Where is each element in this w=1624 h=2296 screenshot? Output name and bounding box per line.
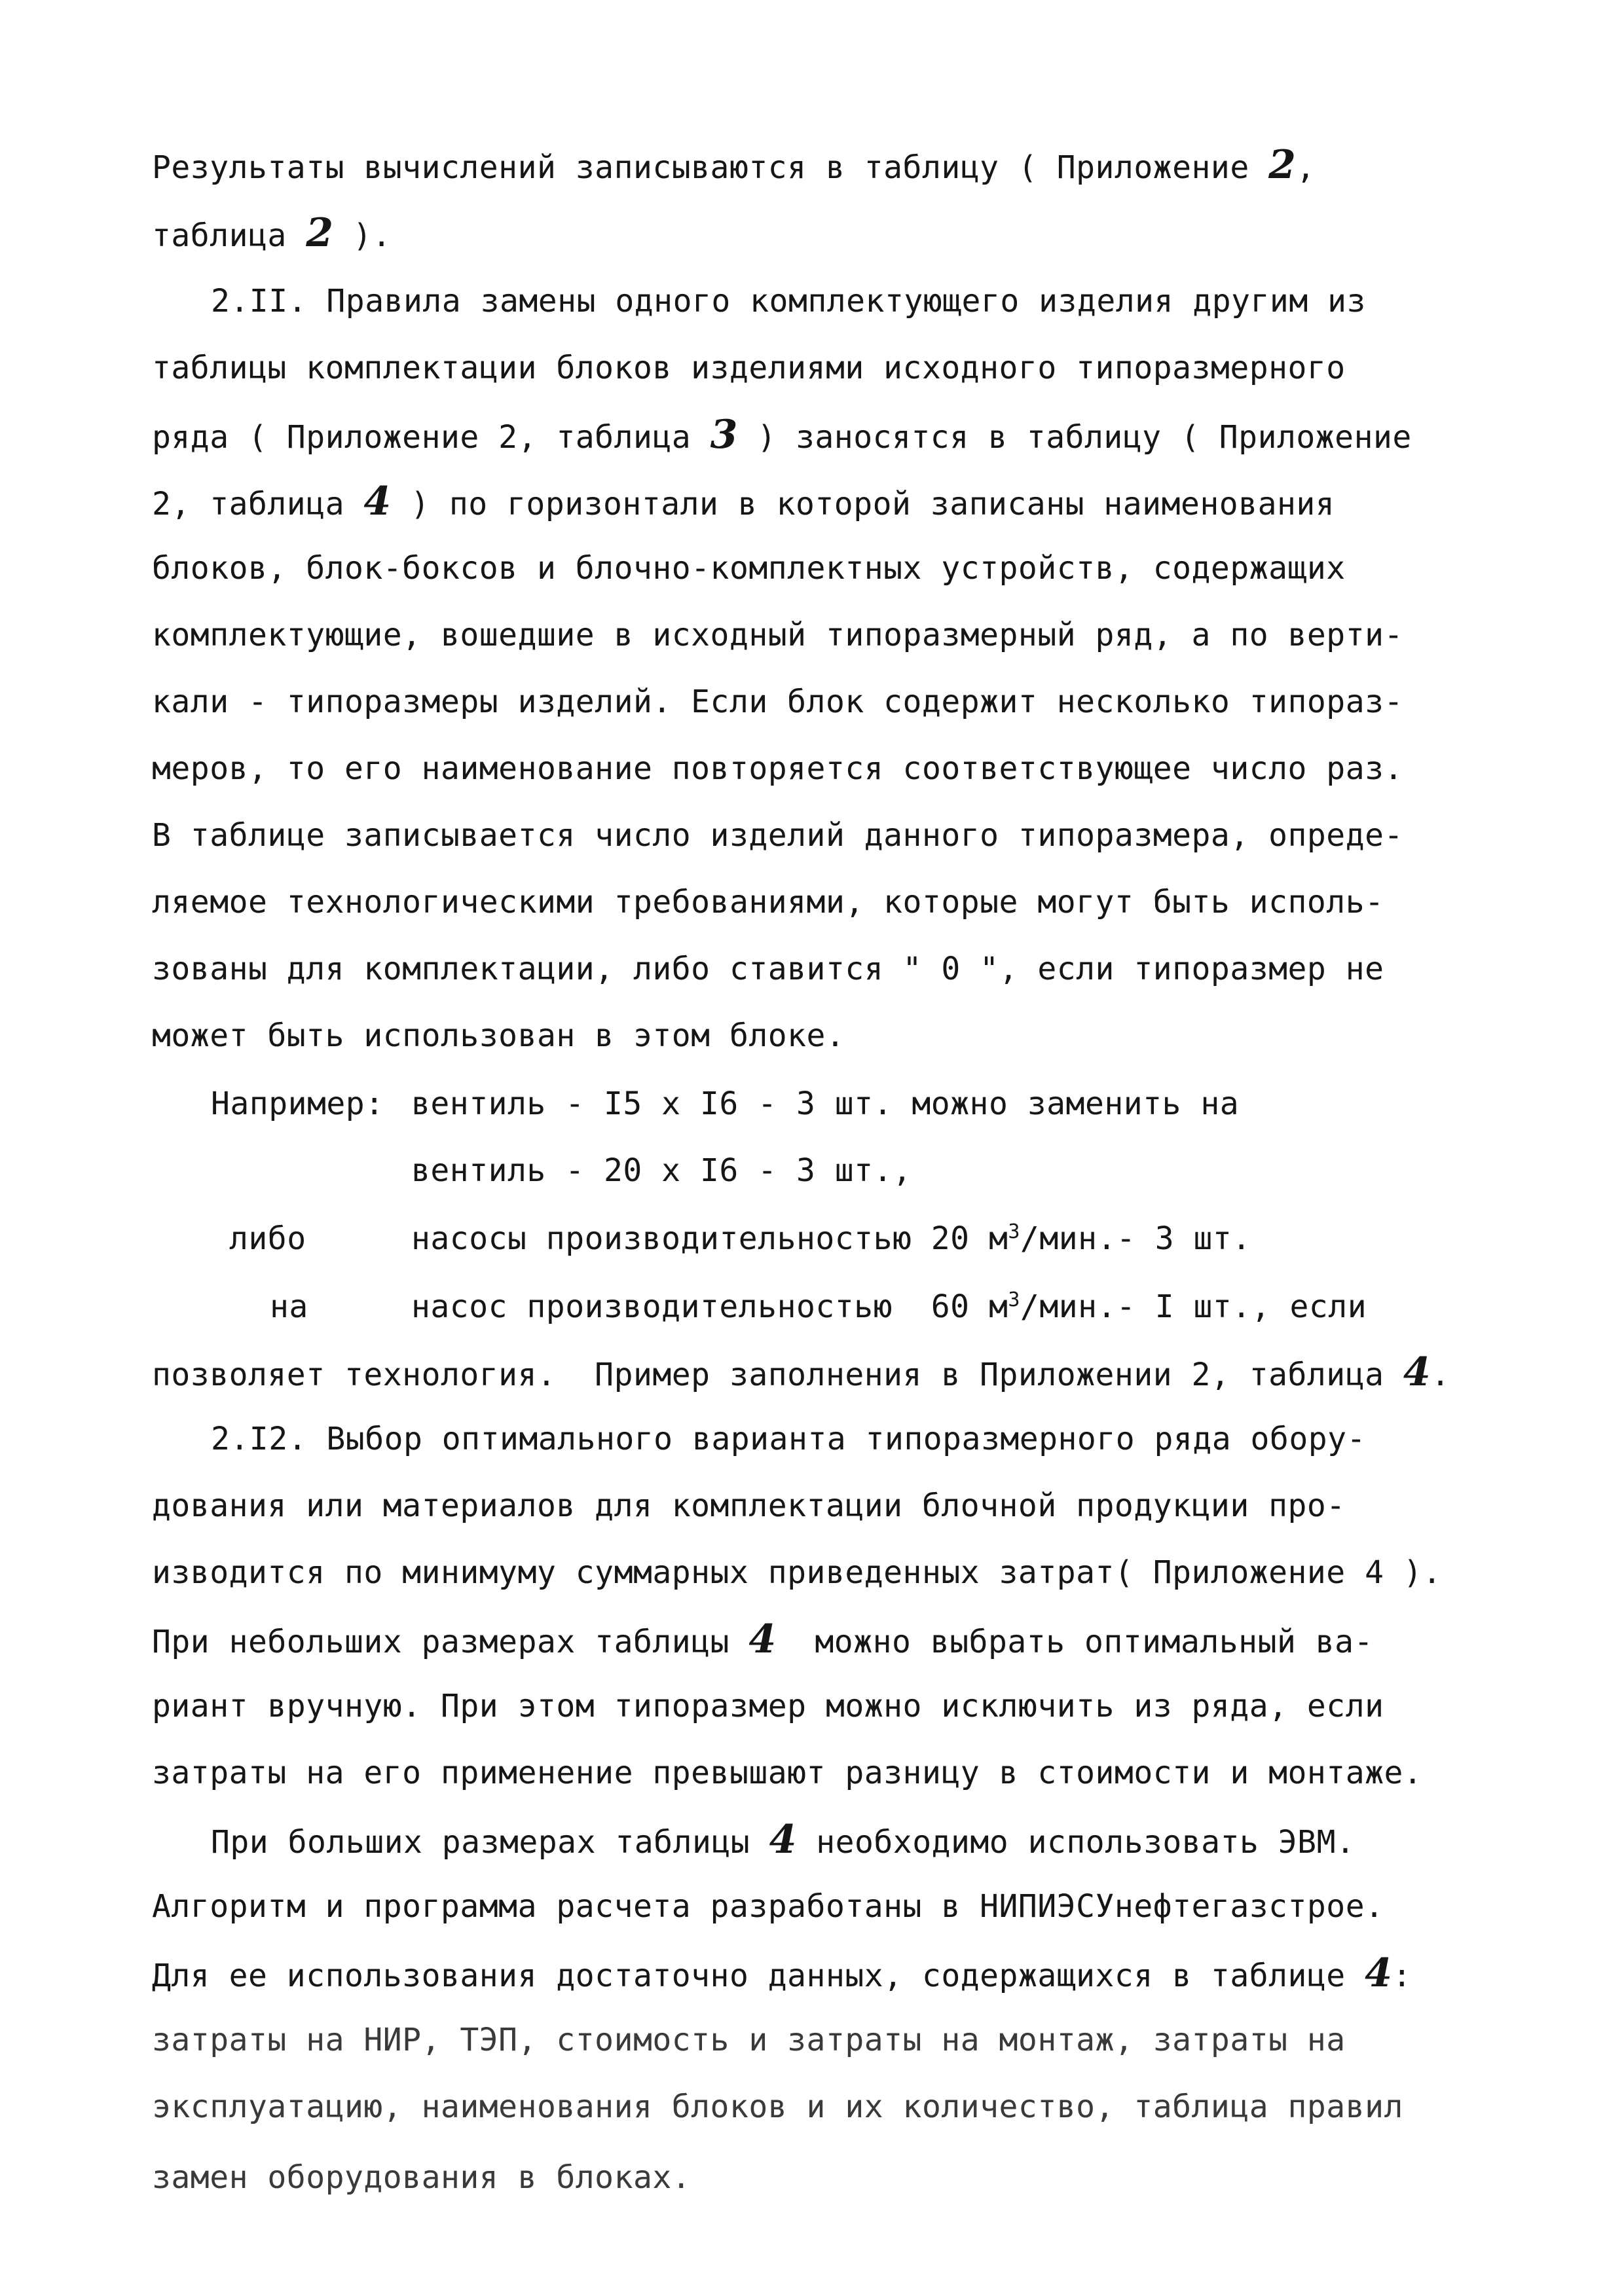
text-line: затраты на НИР, ТЭП, стоимость и затраты на монтаж, затраты на <box>152 2022 1346 2058</box>
text-line: блоков, блок-боксов и блочно-комплектных устройств, содержащих <box>152 550 1346 587</box>
handwritten-digit: 4 <box>769 1817 797 1863</box>
text-line: кали - типоразмеры изделий. Если блок содержит несколько типораз- <box>152 683 1403 720</box>
text-line: Для ее использования достаточно данных, содержащихся в таблице 4: <box>152 1950 1412 1996</box>
text-line: Алгоритм и программа расчета разработаны в НИПИЭСУнефтегазстрое. <box>152 1888 1384 1925</box>
text-line: затраты на его применение превышают разницу в стоимости и монтаже. <box>152 1755 1423 1791</box>
text-line: ляемое технологическими требованиями, которые могут быть исполь- <box>152 884 1384 920</box>
example-label: либо <box>229 1220 306 1257</box>
handwritten-digit: 4 <box>1365 1950 1393 1996</box>
text-line: риант вручную. При этом типоразмер можно исключить из ряда, если <box>152 1688 1384 1724</box>
text-line: позволяет технология. Пример заполнения в Приложении 2, таблица 4. <box>152 1349 1450 1395</box>
example-line: насосы производительностью 20 $м^3/мин.-$ 3 шт. <box>411 1220 1251 1257</box>
text-line: В таблице записывается число изделий данного типоразмера, опреде- <box>152 817 1403 854</box>
text-line: таблица 2 ). <box>152 210 392 256</box>
handwritten-digit: 4 <box>363 479 392 524</box>
handwritten-digit: 2 <box>306 210 334 256</box>
paragraph-2-12-line: 2.I2. Выбор оптимального варианта типоразмерного ряда обору- <box>211 1421 1366 1457</box>
example-label: на <box>270 1288 308 1325</box>
example-line: насос производительностью 60 $м^3/мин.-$ I шт., если <box>411 1288 1367 1325</box>
text-line: ряда ( Приложение 2, таблица 3 ) заносятся в таблицу ( Приложение <box>152 412 1412 458</box>
text-line: Результаты вычислений записываются в таблицу ( Приложение 2, <box>152 142 1316 188</box>
handwritten-digit: 4 <box>748 1616 777 1662</box>
handwritten-digit: 4 <box>1403 1349 1431 1395</box>
example-line: вентиль - I5 x I6 - 3 шт. можно заменить на <box>411 1085 1240 1122</box>
text-line: эксплуатацию, наименования блоков и их количество, таблица правил <box>152 2088 1403 2125</box>
text-line: изводится по минимуму суммарных приведенных затрат( Приложение 4 ). <box>152 1554 1442 1591</box>
example-line: вентиль - 20 x I6 - 3 шт., <box>411 1152 912 1189</box>
text-line: таблицы комплектации блоков изделиями исходного типоразмерного <box>152 350 1346 386</box>
text-line: замен оборудования в блоках. <box>152 2159 692 2196</box>
example-label: Например: <box>211 1085 384 1122</box>
text-line: комплектующие, вошедшие в исходный типоразмерный ряд, а по верти- <box>152 617 1403 653</box>
text-line: 2, таблица 4 ) по горизонтали в которой записаны наименования <box>152 479 1335 524</box>
text-line: может быть использован в этом блоке. <box>152 1017 845 1054</box>
handwritten-digit: 2 <box>1268 142 1297 188</box>
text-line: дования или материалов для комплектации блочной продукции про- <box>152 1487 1346 1524</box>
paragraph-2-11-line: 2.II. Правила замены одного комплектующего изделия другим из <box>211 283 1366 319</box>
text-line: меров, то его наименование повторяется соответствующее число раз. <box>152 750 1403 787</box>
handwritten-digit: 3 <box>710 412 738 458</box>
text-line: зованы для комплектации, либо ставится " 0 ", если типоразмер не <box>152 951 1384 987</box>
text-line: При больших размерах таблицы 4 необходимо использовать ЭВМ. <box>211 1817 1356 1863</box>
text-line: При небольших размерах таблицы 4 можно выбрать оптимальный ва- <box>152 1616 1373 1662</box>
